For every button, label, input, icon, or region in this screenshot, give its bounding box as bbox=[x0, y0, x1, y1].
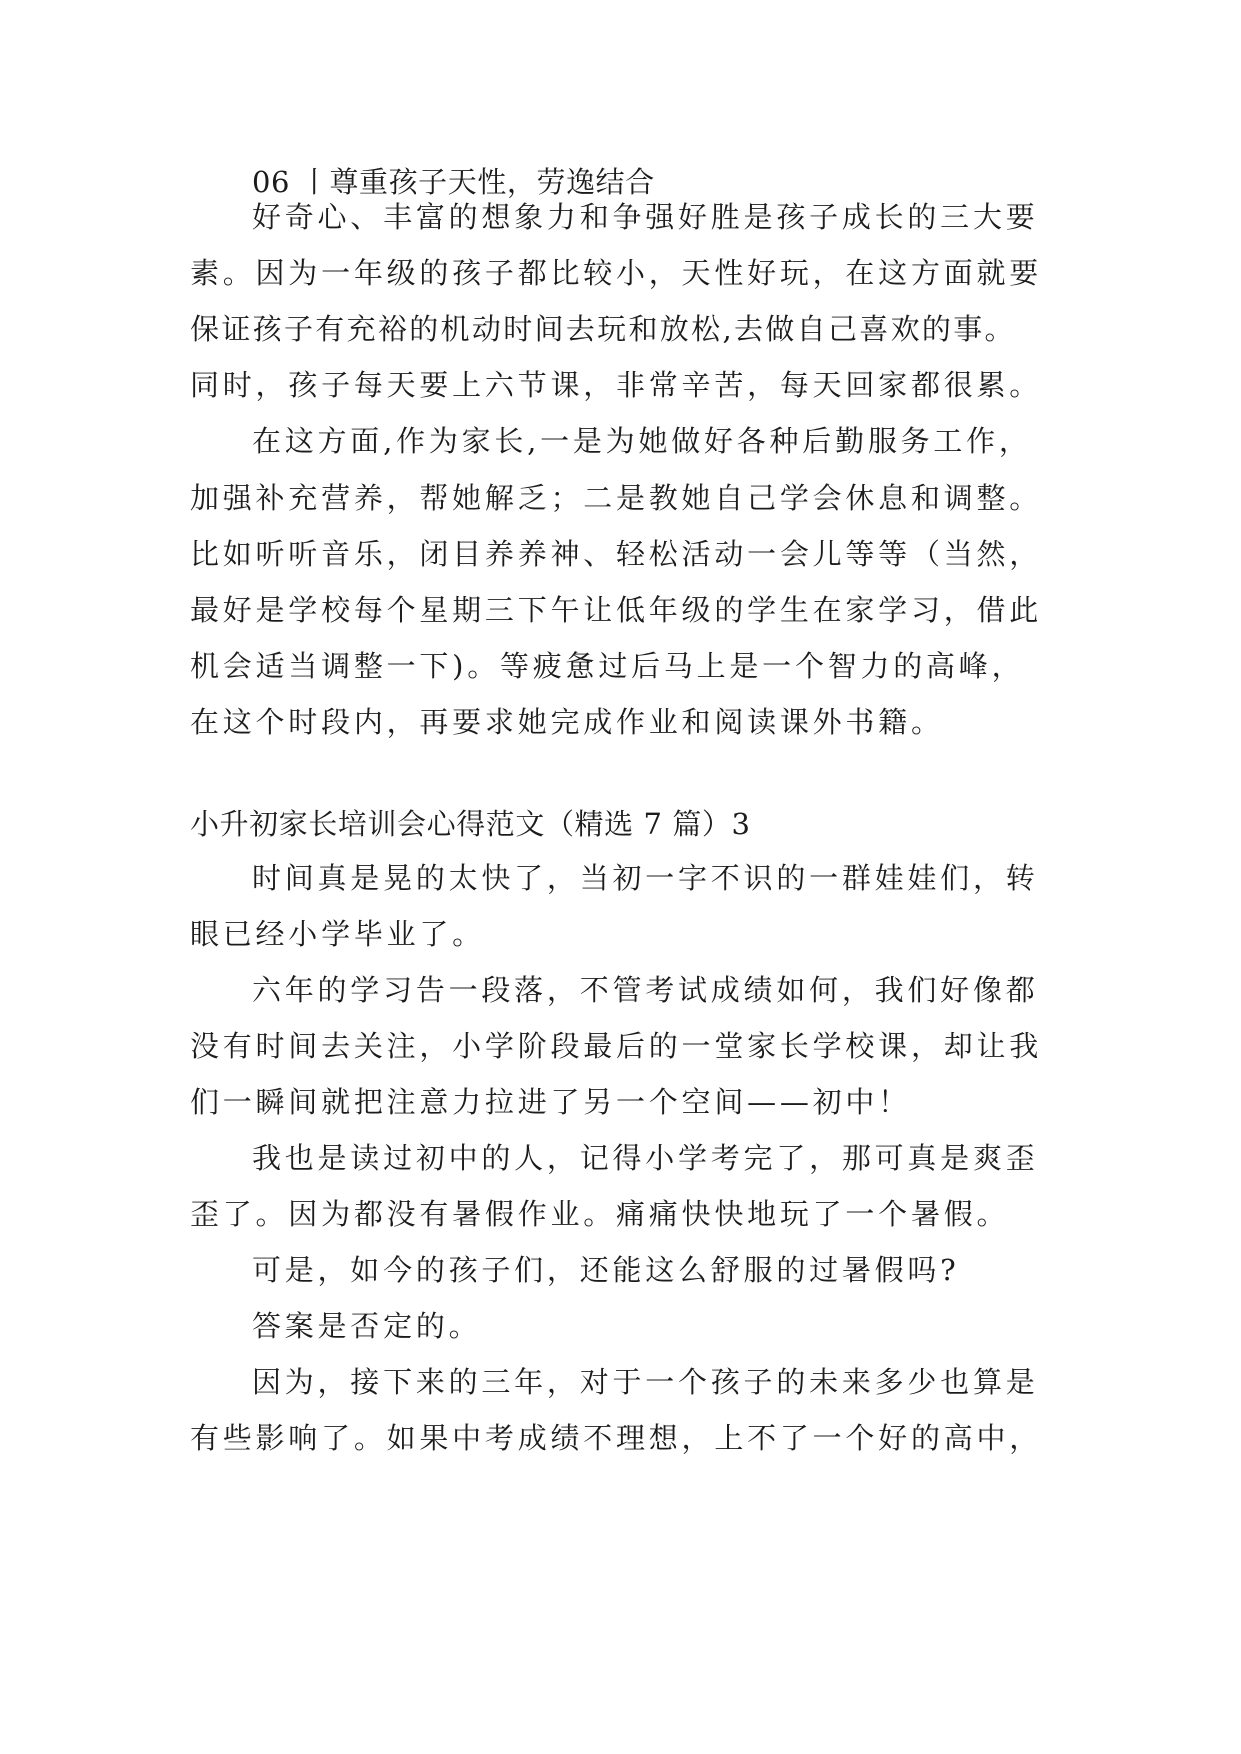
paragraph-line: 比如听听音乐，闭目养养神、轻松活动一会儿等等（当然， bbox=[190, 537, 1043, 571]
paragraph-line: 歪了。因为都没有暑假作业。痛痛快快地玩了一个暑假。 bbox=[190, 1197, 1010, 1231]
paragraph-line: 们一瞬间就把注意力拉进了另一个空间——初中！ bbox=[190, 1085, 911, 1119]
paragraph-line: 最好是学校每个星期三下午让低年级的学生在家学习，借此 bbox=[190, 593, 1043, 627]
paragraph-line: 保证孩子有充裕的机动时间去玩和放松,去做自己喜欢的事。 bbox=[190, 312, 1016, 346]
paragraph-line: 同时，孩子每天要上六节课，非常辛苦，每天回家都很累。 bbox=[190, 368, 1043, 402]
paragraph-line: 答案是否定的。 bbox=[252, 1309, 482, 1343]
paragraph-line: 好奇心、丰富的想象力和争强好胜是孩子成长的三大要 bbox=[252, 200, 1039, 234]
paragraph-line: 六年的学习告一段落，不管考试成绩如何，我们好像都 bbox=[252, 973, 1039, 1007]
paragraph-line: 在这方面,作为家长,一是为她做好各种后勤服务工作， bbox=[252, 424, 1032, 458]
paragraph-line: 可是，如今的孩子们，还能这么舒服的过暑假吗? bbox=[252, 1253, 960, 1287]
paragraph-line: 因为，接下来的三年，对于一个孩子的未来多少也算是 bbox=[252, 1365, 1039, 1399]
paragraph-line: 我也是读过初中的人，记得小学考完了，那可真是爽歪 bbox=[252, 1141, 1039, 1175]
paragraph-line: 有些影响了。如果中考成绩不理想，上不了一个好的高中， bbox=[190, 1421, 1043, 1455]
paragraph-line: 眼已经小学毕业了。 bbox=[190, 917, 485, 951]
paragraph-line: 时间真是晃的太快了，当初一字不识的一群娃娃们，转 bbox=[252, 861, 1039, 895]
paragraph-line: 加强补充营养，帮她解乏；二是教她自己学会休息和调整。 bbox=[190, 481, 1043, 515]
paragraph-line: 在这个时段内，再要求她完成作业和阅读课外书籍。 bbox=[190, 705, 944, 739]
section-title: 小升初家长培训会心得范文（精选 7 篇）3 bbox=[190, 807, 751, 841]
paragraph-line: 机会适当调整一下)。等疲惫过后马上是一个智力的高峰， bbox=[190, 649, 1025, 683]
section-heading: 06 丨尊重孩子天性，劳逸结合 bbox=[252, 165, 655, 199]
paragraph-line: 没有时间去关注，小学阶段最后的一堂家长学校课，却让我 bbox=[190, 1029, 1043, 1063]
paragraph-line: 素。因为一年级的孩子都比较小，天性好玩，在这方面就要 bbox=[190, 256, 1043, 290]
